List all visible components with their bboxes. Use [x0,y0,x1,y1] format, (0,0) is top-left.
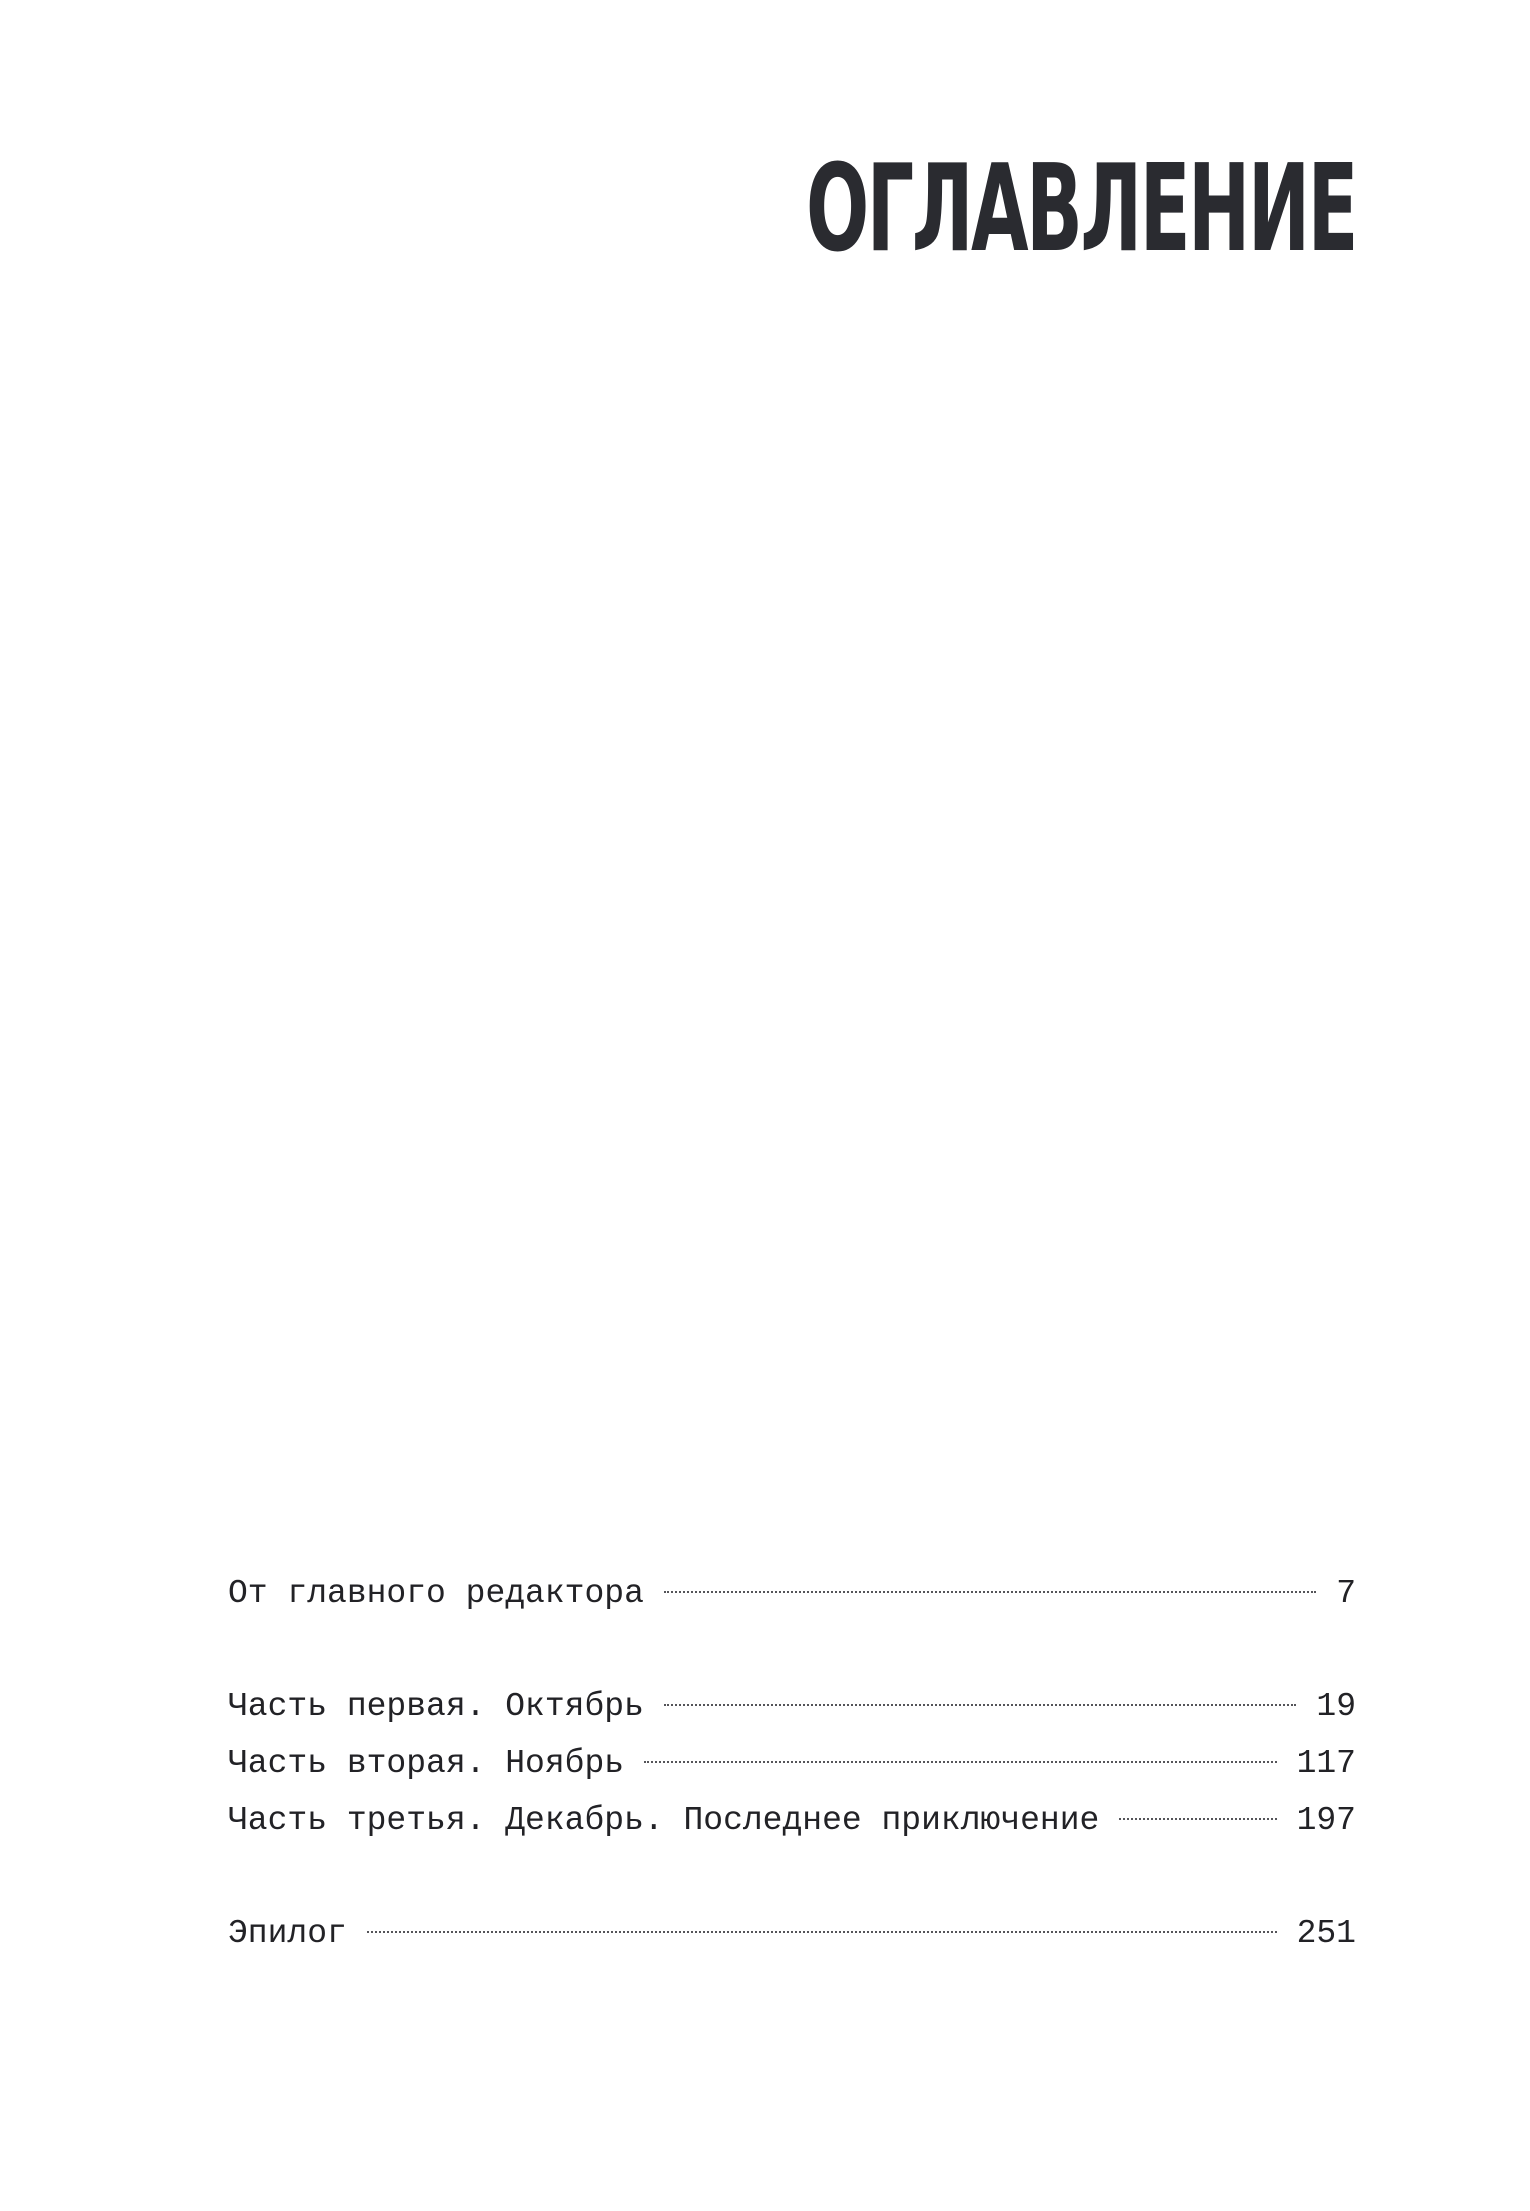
toc-entry-label: Эпилог [228,1915,347,1952]
toc-entry-label: От главного редактора [228,1575,644,1612]
toc-group-intro [228,1565,1356,1622]
toc-entry-editor-note[interactable] [228,1565,1356,1622]
toc-entry-page: 19 [1316,1688,1356,1725]
dot-leader [664,1591,1316,1593]
toc-entry-page: 117 [1296,1745,1356,1782]
dot-leader [644,1761,1277,1763]
dot-leader [1119,1818,1276,1820]
toc-entry-part-one[interactable] [228,1678,1356,1735]
toc-entry-label: Часть первая. Октябрь [228,1688,644,1725]
toc-entry-label: Часть вторая. Ноябрь [228,1745,625,1782]
toc-entry-page: 7 [1336,1575,1356,1612]
toc-group-epilogue [228,1905,1356,1962]
toc-entry-label: Часть третья. Декабрь. Последнее приключение [228,1802,1100,1839]
toc-group-parts [228,1678,1356,1849]
table-of-contents [228,1565,1356,1962]
toc-entry-page: 251 [1296,1915,1356,1952]
toc-entry-part-three[interactable] [228,1792,1356,1849]
dot-leader [664,1704,1297,1706]
toc-entry-epilogue[interactable] [228,1905,1356,1962]
toc-entry-part-two[interactable] [228,1735,1356,1792]
page-title: ОГЛАВЛЕНИЕ [806,140,1356,279]
toc-entry-page: 197 [1296,1802,1356,1839]
dot-leader [367,1931,1277,1933]
